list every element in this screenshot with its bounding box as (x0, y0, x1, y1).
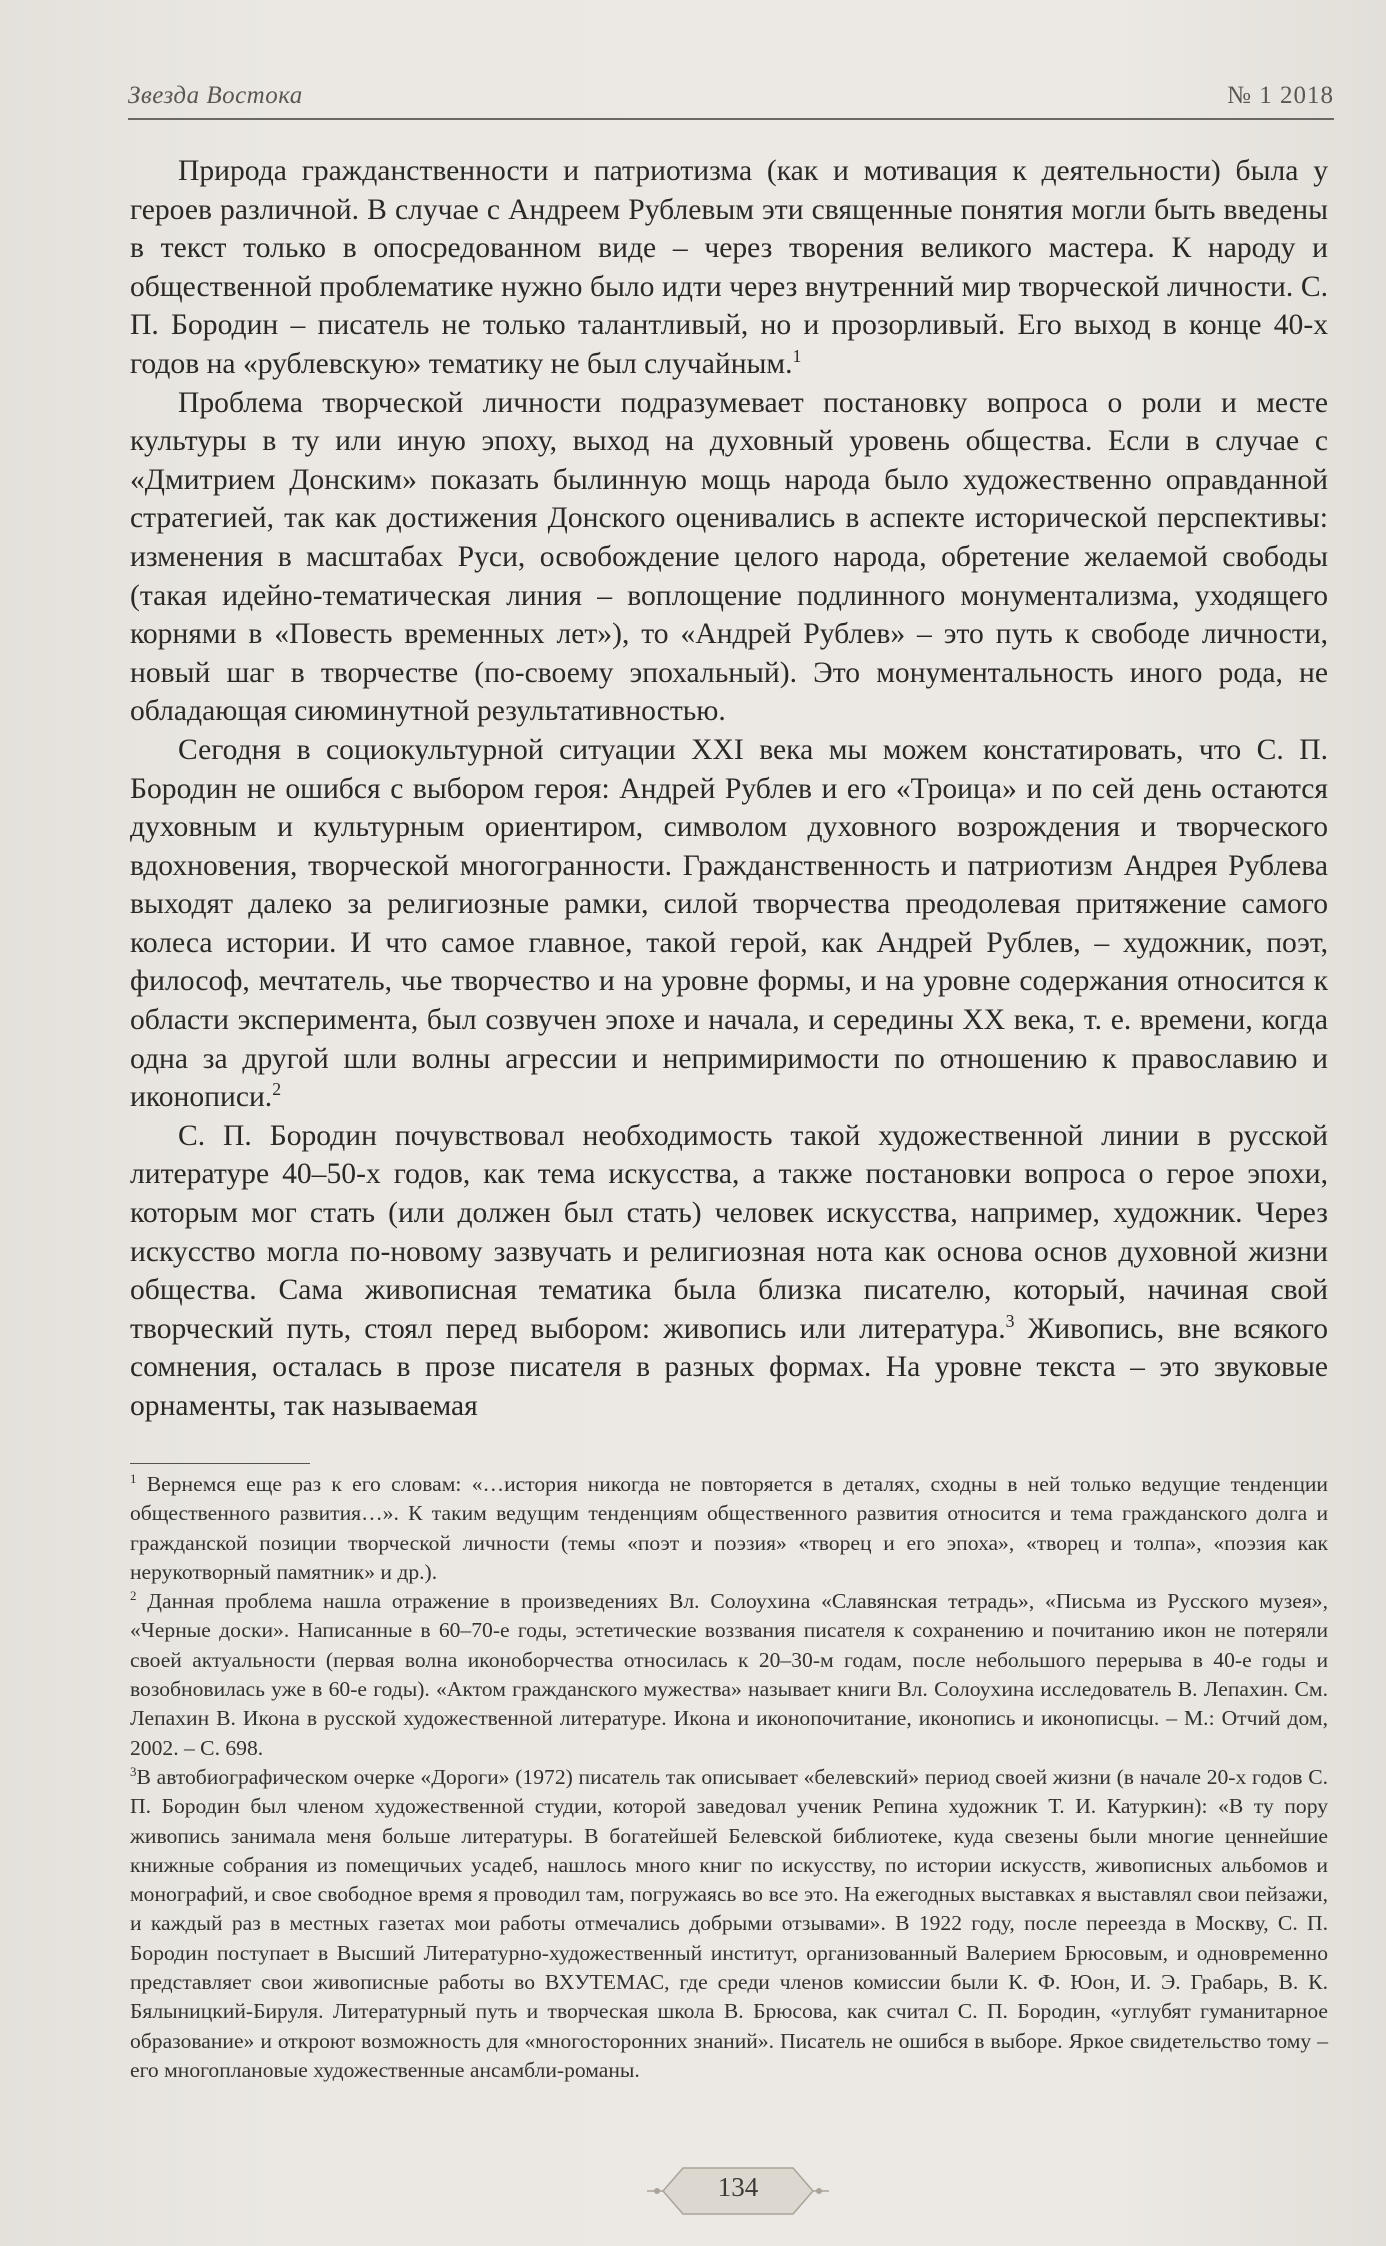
footnotes (130, 1470, 1328, 2085)
journal-name: Звезда Востока (128, 82, 303, 109)
page-number-ornament (643, 2160, 833, 2222)
footnote-1: $^1$ Вернемся еще раз к его словам: «…история никогда не повторяется в деталях, сходны в ней только ведущие тенденции общественного развития…». К таким ведущим тенденциям общественного развития относится и тема гражданского долга и гражданской позиции творческой личности (темы «поэт и поэзия» «творец и его эпоха», «творец и толпа», «поэзия как нерукотворный памятник» и др.). (130, 1470, 1328, 1584)
paragraph-2: Проблема творческой личности подразумевает постановку вопроса о роли и месте культуры в ту или иную эпоху, выход на духовный уровень общества. Если в случае с «Дмитрием Донским» показать былинную мощь народа было художественно оправданной стратегией, так как достижения Донского оценивались в аспекте исторической перспективы: изменения в масштабах Руси, освобождение целого народа, обретение желаемой свободы (такая идейно-тематическая линия – воплощение подлинного монументализма, уходящего корнями в «Повесть временных лет»), то «Андрей Рублев» – это путь к свободе личности, новый шаг в творчестве (по-своему эпохальный). Это монументальность иного рода, не обладающая сиюминутной результативностью. (130, 386, 1328, 728)
footnote-2: $^2$ Данная проблема нашла отражение в произведениях Вл. Солоухина «Славянская тетрадь», «Письма из Русского музея», «Черные доски». Написанные в 60–70-е годы, эстетические воззвания писателя к сохранению и почитанию икон не потеряли своей актуальности (первая волна иконоборчества относилась к 20–30-м годам, после небольшого перерыва в 40-е годы и возобновилась уже в 60-е годы). «Актом гражданского мужества» называет книги Вл. Солоухина исследователь В. Лепахин. См. Лепахин В. Икона в русской художественной литературе. Икона и иконопочитание, иконопись и иконописцы. – М.: Отчий дом, 2002. – С. 698. (130, 1588, 1328, 1760)
footnote-ref-1: 1 (792, 346, 802, 367)
footnote-ref-3: 3 (1005, 1310, 1015, 1331)
paragraph-4: С. П. Бородин почувствовал необходимость такой художественной линии в русской литературе 40–50-х годов, как тема искусства, а также постановки вопроса о герое эпохи, которым мог стать (или должен был стать) человек искусства, например, художник. Через искусство могла по-новому зазвучать и религиозная нота как основа основ духовной жизни общества. Сама живописная тематика была близка писателю, который, начиная свой творческий путь, стоял перед выбором: живопись или литература.$^3$ Живопись, вне всякого сомнения, осталась в прозе писателя в разных формах. На уровне текста – это звуковые орнаменты, так называемая (130, 1119, 1328, 1422)
paragraph-1: Природа гражданственности и патриотизма (как и мотивация к деятельности) была у героев различной. В случае с Андреем Рублевым эти священные понятия могли быть введены в текст только в опосредованном виде – через творения великого мастера. К народу и общественной проблематике нужно было идти через внутренний мир творческой личности. С. П. Бородин – писатель не только талантливый, но и прозорливый. Его выход в конце 40-х годов на «рублевскую» тематику не был случайным.$^1$ (130, 155, 1328, 380)
page-number: 134 (717, 2172, 759, 2202)
issue-number: № 1 2018 (1227, 82, 1334, 109)
footnote-ref-2: 2 (272, 1079, 282, 1100)
main-text (130, 152, 1328, 1426)
running-header (128, 78, 1334, 120)
footnote-divider (130, 1463, 310, 1464)
footnote-3: $^3$В автобиографическом очерке «Дороги» (1972) писатель так описывает «белевский» период своей жизни (в начале 20-х годов С. П. Бородин был членом художественной студии, которой заведовал ученик Репина художник Т. И. Катуркин): «В ту пору живопись занимала меня больше литературы. В богатейшей Белевской библиотеке, куда свезены были многие ценнейшие книжные собрания из помещичьих усадеб, нашлось много книг по искусству, по истории искусств, живописных альбомов и монографий, и свое свободное время я проводил там, погружаясь во все это. На ежегодных выставках я выставлял свои пейзажи, и каждый раз в местных газетах мои работы отмечались добрыми отзывами». В 1922 году, после переезда в Москву, С. П. Бородин поступает в Высший Литературно-художественный институт, организованный Валерием Брюсовым, и одновременно представляет свои живописные работы во ВХУТЕМАС, где среди членов комиссии были К. Ф. Юон, И. Э. Грабарь, В. К. Бялыницкий-Бируля. Литературный путь и творческая школа В. Брюсова, как считал С. П. Бородин, «углубят гуманитарное образование» и откроют возможность для «многосторонних знаний». Писатель не ошибся в выборе. Яркое свидетельство тому – его многоплановые художественные ансамбли-романы. (130, 1763, 1328, 2082)
paragraph-3: Сегодня в социокультурной ситуации XXI века мы можем констатировать, что С. П. Бородин не ошибся с выбором героя: Андрей Рублев и его «Троица» и по сей день остаются духовным и культурным ориентиром, символом духовного возрождения и творческого вдохновения, творческой многогранности. Гражданственность и патриотизм Андрея Рублева выходят далеко за религиозные рамки, силой творчества преодолевая притяжение самого колеса истории. И что самое главное, такой герой, как Андрей Рублев, – художник, поэт, философ, мечтатель, чье творчество и на уровне формы, и на уровне содержания относится к области эксперимента, был созвучен эпохе и начала, и середины XX века, т. е. времени, когда одна за другой шли волны агрессии и непримиримости по отношению к православию и иконописи.$^2$ (130, 733, 1328, 1114)
